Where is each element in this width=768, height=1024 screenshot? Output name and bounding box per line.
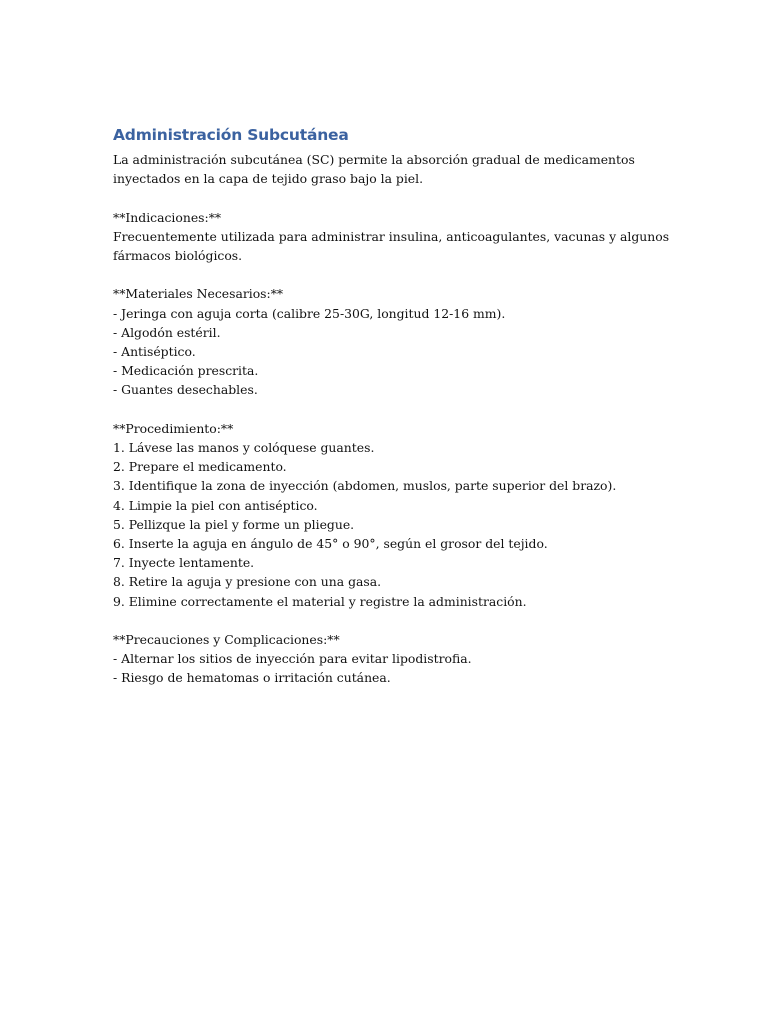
intro-line: La administración subcutánea (SC) permite la absorción gradual de medicamentos	[113, 152, 635, 167]
document-page	[113, 124, 673, 688]
indicaciones-line: Frecuentemente utilizada para administrar insulina, anticoagulantes, vacunas y algunos	[113, 228, 670, 244]
materiales-item: - Algodón estéril.	[113, 324, 221, 340]
procedimiento-step: 9. Elimine correctamente el material y registre la administración.	[113, 593, 527, 609]
procedimiento-step: 5. Pellizque la piel y forme un pliegue.	[113, 516, 355, 532]
document-title: Administración Subcutánea	[113, 126, 349, 144]
materiales-item: - Jeringa con aguja corta (calibre 25-30G, longitud 12-16 mm).	[113, 305, 506, 321]
procedimiento-step: 2. Prepare el medicamento.	[113, 459, 287, 475]
procedimiento-step: 7. Inyecte lentamente.	[113, 555, 255, 571]
procedimiento-heading: **Procedimiento:**	[113, 420, 234, 436]
procedimiento-step: 1. Lávese las manos y colóquese guantes.	[113, 440, 375, 455]
materiales-heading: **Materiales Necesarios:**	[113, 286, 284, 302]
precauciones-item: - Riesgo de hematomas o irritación cutánea.	[113, 670, 391, 686]
materiales-item: - Guantes desechables.	[113, 382, 258, 398]
paragraph-gap	[113, 611, 673, 630]
procedimiento-step: 4. Limpie la piel con antiséptico.	[113, 497, 318, 513]
paragraph-gap	[113, 188, 673, 207]
materiales-item: - Antiséptico.	[113, 344, 196, 359]
procedimiento-step: 8. Retire la aguja y presione con una gasa.	[113, 574, 382, 590]
procedimiento-step: 3. Identifique la zona de inyección (abdomen, muslos, parte superior del brazo).	[113, 478, 617, 494]
intro-line: inyectados en la capa de tejido graso bajo la piel.	[113, 171, 424, 187]
procedimiento-step: 6. Inserte la aguja en ángulo de 45° o 90°, según el grosor del tejido.	[113, 536, 548, 552]
indicaciones-line: fármacos biológicos.	[113, 248, 243, 263]
materiales-item: - Medicación prescrita.	[113, 363, 259, 379]
precauciones-heading: **Precauciones y Complicaciones:**	[113, 632, 340, 648]
paragraph-gap	[113, 265, 673, 284]
precauciones-item: - Alternar los sitios de inyección para evitar lipodistrofia.	[113, 651, 472, 667]
indicaciones-heading: **Indicaciones:**	[113, 209, 222, 225]
paragraph-gap	[113, 400, 673, 419]
